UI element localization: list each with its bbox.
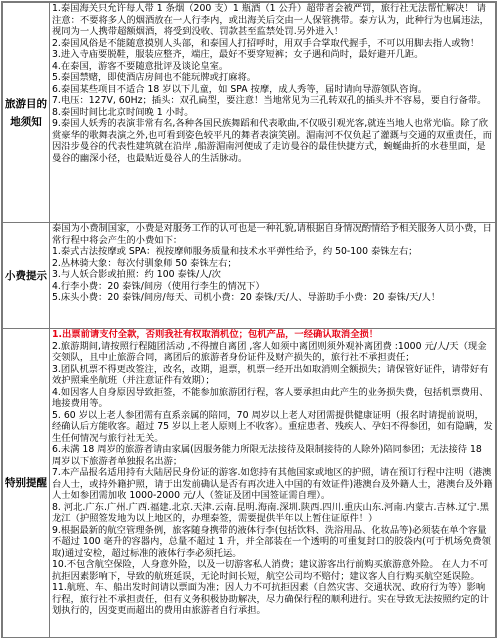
section-special-reminders [3,329,496,638]
notice-document [1,1,497,638]
list-item: 6.泰国某些项目不适合 18 岁以下儿童，如 SPA 按摩，成人秀等，届时请向导游领队咨询。 [52,83,428,95]
list-item: 泰国为小费制国家，小费是对服务工作的认可也是一种礼貌,请根据自身情况酌情给予相关服务人员小费，日常行程中将会产生的小费如下： [52,223,492,246]
list-item: 2.泰国风俗是不能随意摸别人头部，和泰国人打招呼时，用双手合掌取代握手，不可以用脚去指人或物！ [52,37,480,49]
list-item: 5.泰国禁赌，即使酒店房间也不能玩牌或打麻将。 [52,72,257,83]
list-item: 2.丛林骑大象：每次付驯象师 50 泰铢左右； [52,257,237,269]
section-label-destination [3,3,50,223]
list-item: 3.团队机票不得更改签注，改名，改期，退票，机票一经开出如取消则全额损失；请保管好证件，请带好有效护照乘坐航班（并注意证件有效期）； [52,363,489,386]
list-item: 5.床头小费：20 泰铢/间房/每天、司机小费：20 泰铢/天/人、导游助手小费：20 泰铢/天/人！ [52,292,441,303]
list-item: 7.本产品报名适用持有大陆居民身份证的游客.如您持有其他国家或地区的护照，请在预订行程中注明（港澳台人士，或持外籍护照，请于出发前确认是否有再次进入中国的有效证件)港澳台及外籍人士，港澳台及外籍人士如参团需加收 1000-2000 元/人（签证及团中国签证需自理）。 [52,467,493,501]
list-item: 3.进入寺庙要脱鞋，服装应整齐，端庄，最好不要穿短裤；女子遇和尚时，最好避开几距。 [52,49,424,60]
list-item: 9.根据最新的航空管理条例，旅客随身携带的液体行李(包括饮料、洗浴用品、化妆品等)必须装在单个容量不超过 100 毫升的容器内，总量不超过 1 升，并全部装在一个透明的可重复封口的胶袋内(可于机场免费领取)通过安检，超过标准的液体行李必须托运。 [52,524,491,559]
list-item: 8.泰国时间比北京时间晚 1 小时。 [52,106,194,118]
list-item: 5. 60 岁以上老人参团需有直系亲属的陪同，70 周岁以上老人对团需提供健康证明（报名时请提前说明，经确认后方能收客。超过 75 岁以上老人原则上不收客）。重症患者、残疾人、孕妇不得参团，如有隐瞒，发生任何情况与旅行社无关。 [52,409,493,444]
section-label-line: 小费提示 [5,269,47,282]
list-item: 1.泰式古法按摩或 SPA：视按摩师服务质量和技术水平弹性给予，约 50-100 泰铢左右； [52,246,418,257]
list-item: 2.旅游期间,请按照行程随团活动 ,不得擅自离团 ,客人如须中离团则须外观补离团费 :1000 元/人/天（现金交领队，且中止旅游合同，离团后的旅游者身份证件及财产损失的，旅行社不承担责任； [52,340,487,363]
list-item: 9.泰国人妖秀的表演非常有名,各种各国民族舞蹈和代表歌曲,不仅吸引观光客,就连当地人也常光临。除了欣赏豪华的歌舞表演之外,也可看到姿色较平凡的舞者表演笑剧。湄南河不仅负起了灌溉与交通的双重责任，而因沿步曼谷的代表性建筑就在沿岸 ,船游湄南河便成了走访曼谷的最佳快捷方式，蜿蜒曲折的水巷里面，是曼谷的幽深小径，也最贴近曼谷人的生活脉动。 [52,118,492,164]
list-item: 11.航班、车、船出发时间请以票面为准；因人力不可抗拒因素（自然灾害、交通状况、政府行为等）影响行程，旅行社不承担责任，但有义务积极协助解决，尽力确保行程的顺利进行。实在导致无法按照约定的计划执行的，因变更而超出的费用由旅游者自行承担。 [52,582,489,616]
section-label-line: 特别提醒 [5,477,47,489]
list-item: 3.与人妖合影或拍照：约 100 泰铢/人/次 [52,269,221,280]
section-content-reminders [50,329,496,638]
notice-table [2,2,496,638]
section-label-reminders [3,329,50,638]
section-destination-notes [3,3,496,223]
list-item: 10.不包含航空保险，人身意外险，以及一切游客私人消费；建议游客出行前购买旅游意外险。 在人力不可抗拒因素影响下，导致的航班延误，无论时间长短，航空公司均不赔付；建议客人自行购买航空延误险。 [52,559,489,582]
list-item: 1.泰国海关只允许每人带 1 条烟（200 支）1 瓶酒（1 公升）超带者会被严罚，旅行社无法帮忙解决！ 请注意：不要将多人的烟酒放在一人行李内，或出海关后交由一人保管携带。泰方认为，此种行为也属违法，视同为一人携带超额烟酒，将受到没收、罚款甚至监禁处罚.另外进入！ [52,3,489,37]
section-tips [3,223,496,329]
list-item-warning: 1.出票前请支付全款，否则我社有权取消机位；包机产品，一经确认取消全损！ [52,329,379,340]
section-label-line: 地须知 [10,115,42,128]
section-content-tips [50,223,496,329]
list-item: 7.电压：127V, 60Hz；插头：双孔扁型，要注意！当地常见为三孔转双孔的插头并不容易，要自行备带。 [52,95,487,106]
list-item: 6.未满 18 周岁的旅游者请由家属(因服务能力所限无法接待及限制接待的人除外)陪同参团；无法接待 18 周岁以下旅游者单独报名出游； [52,444,482,467]
section-label-line: 旅游目的 [5,97,47,110]
section-label-tips [3,223,50,329]
list-item: 4.如因客人自身原因导致拒签，不能参加旅游团行程，客人要承担由此产生的业务损失费，包括机票费用、地接费用等。 [52,386,489,409]
list-item: 8. 河北.广东.广州.广西.福建.北京.天津.云南.昆明.海南.深圳.陕西.四川.重庆山东.河南.内蒙古.吉林.辽宁.黑龙江（护照签发地为以上地区的，办理泰签，需要提供半年以上暂住证原件！） [52,501,489,524]
list-item: 4.在泰国，游客不要随意批评及谈论皇室。 [52,60,229,72]
list-item: 4.行李小费：20 泰铢/间房（使用行李生的情况下） [52,280,265,292]
section-content-destination [50,3,496,223]
